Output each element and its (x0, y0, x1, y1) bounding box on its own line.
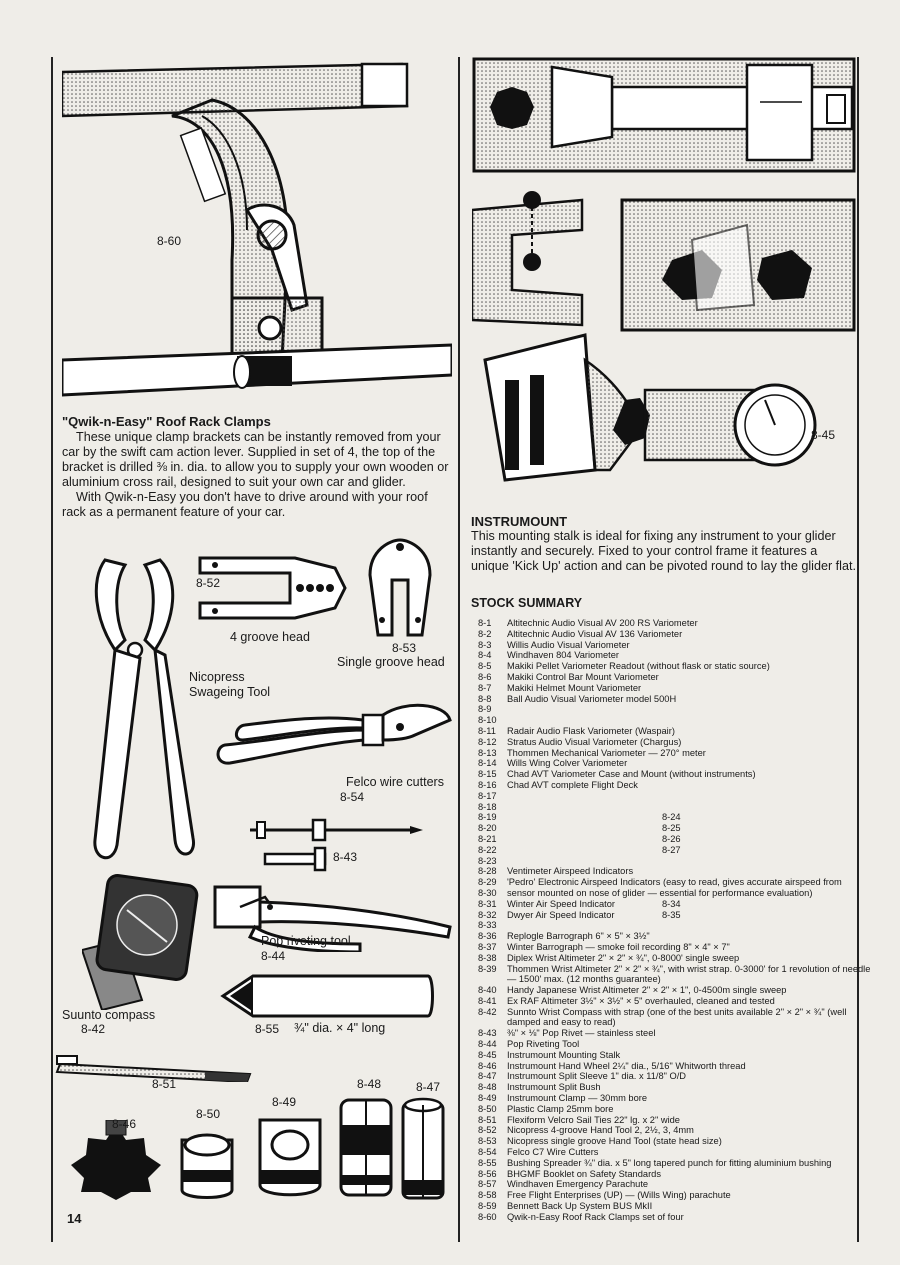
stock-row-8-48: 8-48 Instrumount Split Bush (478, 1082, 601, 1093)
instrumount-clamp-illustration (250, 1110, 330, 1200)
stock-row-8-37: 8-37 Winter Barrograph — smoke foil recording 8" × 4" × 7" (478, 941, 730, 952)
stock-row-8-58: 8-58 Free Flight Enterprises (UP) — (Wills Wing) parachute (478, 1190, 731, 1201)
bushing-spreader-illustration (218, 972, 438, 1020)
stock-summary-heading: STOCK SUMMARY (471, 596, 583, 610)
nicopress-swageing-tool-illustration (85, 540, 205, 880)
stock-row-8-53: 8-53 Nicopress single groove Hand Tool (state head size) (478, 1136, 722, 1147)
label-8-46: 8-46 (112, 1117, 137, 1131)
label-8-48: 8-48 (357, 1077, 382, 1091)
stock-row-8-36: 8-36 Replogle Barrograph 6" × 5" × 3½" (478, 931, 650, 942)
stock-row-8-2: 8-2 Altitechnic Audio Visual AV 136 Variometer (478, 628, 683, 639)
stock-row-8-50: 8-50 Plastic Clamp 25mm bore (478, 1103, 614, 1114)
stock-row-8-43: 8-43 ⅜" × ⅛" Pop Rivet — stainless steel (478, 1028, 656, 1039)
nicopress-label: Nicopress (189, 670, 245, 684)
stock-row-8-10: 8-10 (478, 715, 497, 726)
left-border-line (51, 57, 53, 1242)
stock-row-8-41: 8-41 Ex RAF Altimeter 3½" × 3½" × 5" overhauled, cleaned and tested (478, 995, 775, 1006)
stock-row-8-5: 8-5 Makiki Pellet Variometer Readout (without flask or static source) (478, 661, 770, 672)
suunto-compass-label: Suunto compass (62, 1008, 156, 1022)
stock-row-8-32: 8-32 Dwyer Air Speed Indicator 8-35 (478, 909, 681, 920)
stock-row-8-39: 8-39 Thommen Wrist Altimeter 2" × 2" × ¾", with wrist strap. 0-3000' for 1 revolution of needle — 1500' max. (12 months guarantee) (478, 963, 871, 985)
stock-row-8-8: 8-8 Ball Audio Visual Variometer model 500H (478, 693, 677, 704)
stock-row-8-11: 8-11 Radair Audio Flask Variometer (Waspair) (478, 725, 675, 736)
stock-row-8-29: 8-29 'Pedro' Electronic Airspeed Indicators (easy to read, gives accurate airspeed from (478, 877, 842, 888)
swageing-tool-label: Swageing Tool (189, 685, 271, 699)
stock-row-8-4: 8-4 Windhaven 804 Variometer (478, 650, 619, 661)
plastic-clamp-illustration (172, 1130, 242, 1200)
roof-clamp-description (62, 430, 454, 520)
stock-row-8-56: 8-56 BHGMF Booklet on Safety Standards (478, 1168, 661, 1179)
stock-row-8-47: 8-47 Instrumount Split Sleeve 1" dia. x 11/8" O/D (478, 1071, 687, 1082)
single-groove-head-label: Single groove head (337, 655, 445, 669)
instrumount-diagram-top (472, 57, 857, 175)
stock-row-8-21: 8-21 8-26 (478, 833, 681, 844)
stock-row-8-23: 8-23 (478, 855, 497, 866)
stock-row-8-44: 8-44 Pop Riveting Tool (478, 1039, 580, 1050)
stock-row-8-59: 8-59 Bennett Back Up System BUS MkII (478, 1201, 653, 1212)
instrumount-description: This mounting stalk is ideal for fixing any instrument to your glider instantly and securely. Fixed to your control frame it features a unique 'Kick Up' action and can be pivoted round to lay the glider flat. (471, 529, 856, 573)
label-8-45: 8-45 (811, 428, 836, 442)
stock-row-8-55: 8-55 Bushing Spreader ¾" dia. x 5" long tapered punch for fitting aluminium bushing (478, 1157, 832, 1168)
instrumount-diagram-middle (472, 180, 857, 335)
label-8-50: 8-50 (196, 1107, 221, 1121)
stock-row-8-3: 8-3 Willis Audio Visual Variometer (478, 639, 630, 650)
stock-row-8-46: 8-46 Instrumount Hand Wheel 2¼" dia., 5/16" Whitworth thread (478, 1060, 746, 1071)
stock-row-8-19: 8-19 8-24 (478, 812, 681, 823)
stock-row-8-7: 8-7 Makiki Helmet Mount Variometer (478, 682, 642, 693)
stock-row-8-57: 8-57 Windhaven Emergency Parachute (478, 1179, 649, 1190)
stock-row-8-28: 8-28 Ventimeter Airspeed Indicators (478, 866, 634, 877)
stock-row-8-6: 8-6 Makiki Control Bar Mount Variometer (478, 671, 659, 682)
stock-row-8-20: 8-20 8-25 (478, 823, 681, 834)
stock-row-8-13: 8-13 Thommen Mechanical Variometer — 270° meter (478, 747, 706, 758)
bushing-spreader-dimensions: ¾" dia. × 4" long (294, 1021, 386, 1035)
roof-clamp-paragraph-1: These unique clamp brackets can be instantly removed from your car by the swift cam action lever. Supplied in set of 4, the top of the bracket is drilled ⅜ in. dia. to allow you to supply your own wooden or aluminium cross rail, designed to suit your own car and glider. (62, 430, 449, 489)
stock-row-8-45: 8-45 Instrumount Mounting Stalk (478, 1049, 621, 1060)
stock-row-8-51: 8-51 Flexiform Velcro Sail Ties 22" lg. x 2" wide (478, 1114, 680, 1125)
stock-row-8-49: 8-49 Instrumount Clamp — 30mm bore (478, 1093, 648, 1104)
hand-wheel-illustration (66, 1120, 166, 1200)
page-number: 14 (67, 1211, 82, 1226)
stock-row-8-22: 8-22 8-27 (478, 844, 681, 855)
label-8-54: 8-54 (340, 790, 365, 804)
split-sleeve-illustration (398, 1095, 448, 1205)
label-8-43: 8-43 (333, 850, 358, 864)
stock-row-8-17: 8-17 (478, 790, 497, 801)
label-8-60: 8-60 (157, 234, 182, 248)
label-8-55: 8-55 (255, 1022, 280, 1036)
felco-wire-cutters-illustration (215, 695, 455, 775)
center-divider-line (458, 57, 460, 1242)
stock-row-8-16: 8-16 Chad AVT complete Flight Deck (478, 779, 638, 790)
stock-row-8-40: 8-40 Handy Japanese Wrist Altimeter 2" × 2" × 1", 0-4500m single sweep (478, 985, 787, 996)
stock-row-8-18: 8-18 (478, 801, 497, 812)
split-bush-illustration (336, 1095, 396, 1205)
roof-rack-clamp-illustration (62, 60, 452, 410)
stock-row-8-1: 8-1 Altitechnic Audio Visual AV 200 RS Variometer (478, 618, 698, 628)
stock-row-8-30: 8-30 sensor mounted on nose of glider — essential for performance evaluation) (478, 887, 813, 898)
stock-row-8-54: 8-54 Felco C7 Wire Cutters (478, 1147, 599, 1158)
label-8-44: 8-44 (261, 949, 286, 963)
label-8-52: 8-52 (196, 576, 221, 590)
stock-row-8-42: 8-42 Sunnto Wrist Compass with strap (one of the best units available 2" × 2" × ¾" (well damped and easy to read) (478, 1006, 847, 1028)
stock-row-8-9: 8-9 (478, 704, 492, 715)
stock-row-8-12: 8-12 Stratus Audio Visual Variometer (Chargus) (478, 736, 682, 747)
stock-row-8-60: 8-60 Qwik-n-Easy Roof Rack Clamps set of four (478, 1211, 684, 1222)
pop-riveting-tool-label: Pop riveting tool (261, 934, 351, 948)
pop-rivet-illustration (245, 818, 425, 873)
stock-row-8-15: 8-15 Chad AVT Variometer Case and Mount (without instruments) (478, 769, 756, 780)
instrumount-stalk-with-instrument-illustration (475, 320, 855, 515)
single-groove-head-illustration (360, 535, 440, 645)
stock-summary-list (478, 618, 873, 1223)
four-groove-head-label: 4 groove head (230, 630, 310, 644)
label-8-42: 8-42 (81, 1022, 106, 1036)
stock-row-8-38: 8-38 Diplex Wrist Altimeter 2" × 2" × ¾", 0-8000' single sweep (478, 952, 740, 963)
label-8-49: 8-49 (272, 1095, 297, 1109)
stock-row-8-33: 8-33 (478, 920, 497, 931)
instrumount-heading: INSTRUMOUNT (471, 514, 568, 529)
roof-clamp-paragraph-2: With Qwik-n-Easy you don't have to drive around with your roof rack as a permanent feature of your car. (62, 490, 428, 519)
suunto-compass-illustration (82, 870, 202, 1010)
stock-row-8-52: 8-52 Nicopress 4-groove Hand Tool 2, 2½, 3, 4mm (478, 1125, 694, 1136)
label-8-53: 8-53 (392, 641, 417, 655)
label-8-51: 8-51 (152, 1077, 177, 1091)
label-8-47: 8-47 (416, 1080, 441, 1094)
stock-row-8-14: 8-14 Wills Wing Colver Variometer (478, 758, 628, 769)
stock-row-8-31: 8-31 Winter Air Speed Indicator 8-34 (478, 898, 681, 909)
roof-clamp-heading: "Qwik-n-Easy" Roof Rack Clamps (62, 414, 271, 429)
felco-wire-cutters-label: Felco wire cutters (346, 775, 444, 789)
